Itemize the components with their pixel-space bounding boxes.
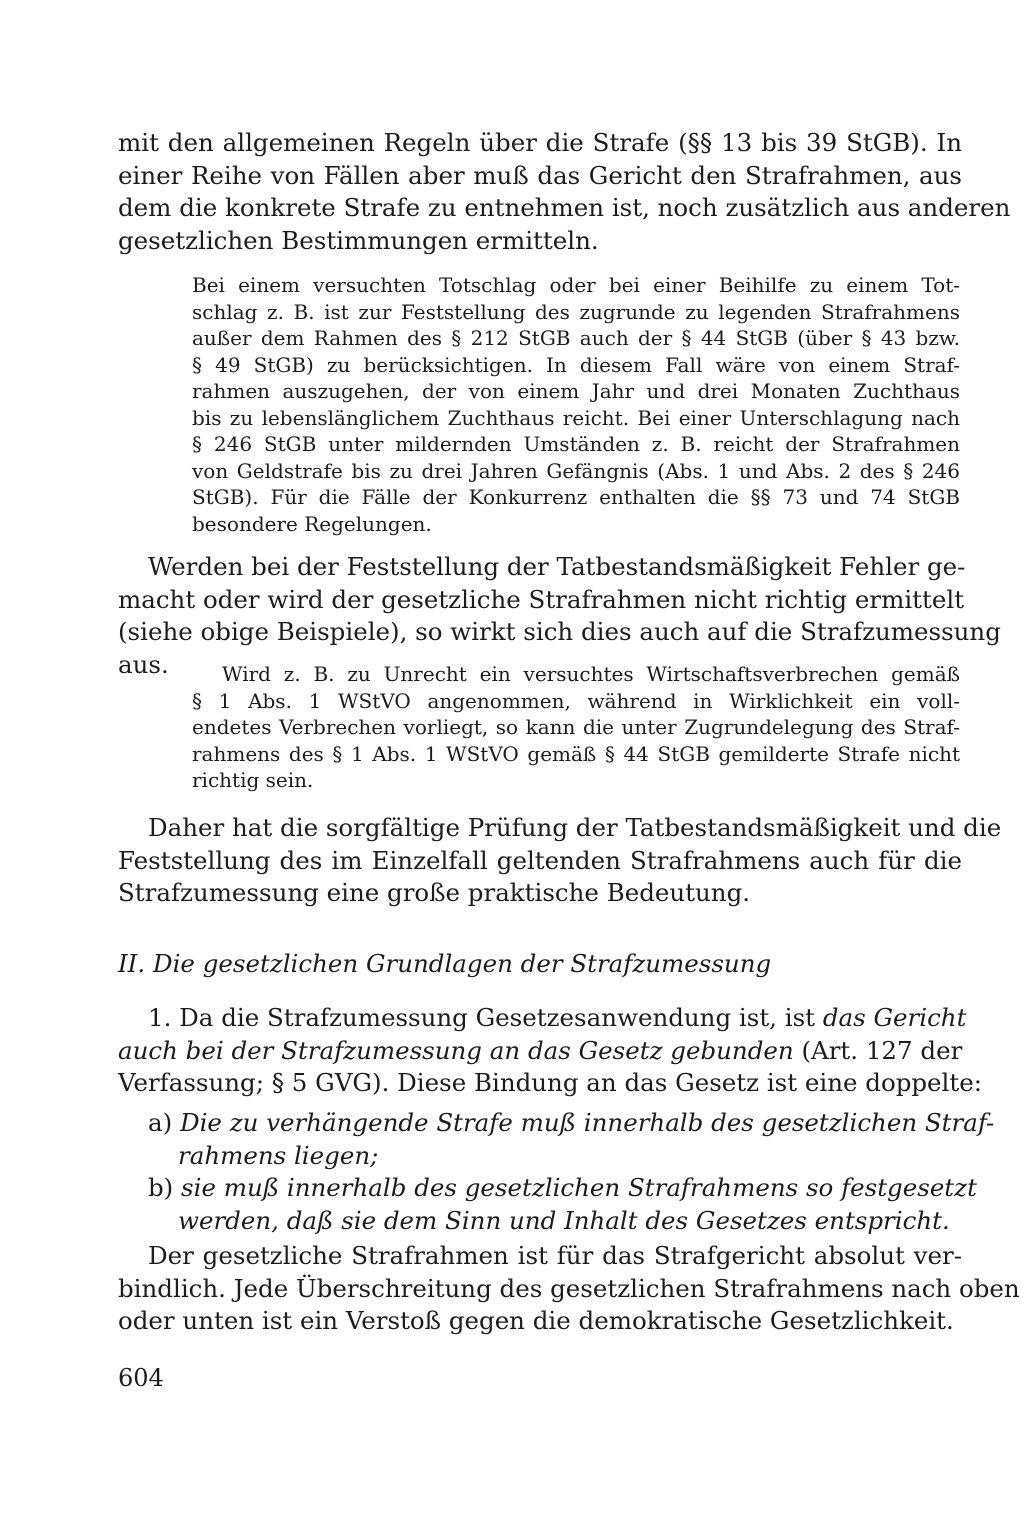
text-line: Daher hat die sorgfältige Prüfung der Tatbestandsmäßigkeit und die — [148, 813, 1002, 842]
text-line: einer Reihe von Fällen aber muß das Gericht den Strafrahmen, aus — [118, 160, 962, 190]
emphasis: werden, daß sie dem Sinn und Inhalt des Gesetzes entspricht. — [178, 1205, 950, 1235]
page-number: 604 — [118, 1364, 164, 1392]
text-line: gesetzlichen Bestimmungen ermitteln. — [118, 225, 599, 255]
list-item-continuation — [118, 1140, 962, 1173]
text-line: aus. — [118, 649, 169, 679]
text-line: außer dem Rahmen des § 212 StGB auch der § 44 StGB (über § 43 bzw. — [192, 326, 960, 350]
emphasis: sie muß innerhalb des gesetzlichen Strafrahmens so festgesetzt — [181, 1173, 977, 1202]
section-heading: II. Die gesetzlichen Grundlagen der Strafzumessung — [118, 949, 772, 978]
text-line: § 49 StGB) zu berücksichtigen. In diesem Fall wäre von einem Straf- — [192, 352, 960, 377]
paragraph-1 — [118, 127, 1011, 257]
paragraph-3 — [118, 812, 1002, 910]
text-line: mit den allgemeinen Regeln über die Strafe (§§ 13 bis 39 StGB). In — [118, 128, 962, 157]
text-line — [118, 1002, 967, 1035]
text-line: § 246 StGB unter mildernden Umständen z. B. reicht der Strafrahmen — [192, 432, 960, 456]
text-line: richtig sein. — [192, 768, 314, 792]
text-line: dem die konkrete Strafe zu entnehmen ist, noch zusätzlich aus anderen — [118, 193, 1011, 222]
emphasis: rahmens liegen; — [178, 1140, 379, 1170]
list — [118, 1107, 995, 1237]
text-line: Wird z. B. zu Unrecht ein versuchtes Wirtschaftsverbrechen gemäß — [222, 662, 960, 686]
text-run: (Art. 127 der — [793, 1035, 963, 1065]
paragraph-4 — [118, 1002, 982, 1100]
text-line: Bei einem versuchten Totschlag oder bei einer Beihilfe zu einem Tot- — [192, 273, 960, 297]
text-line: § 1 Abs. 1 WStVO angenommen, während in Wirklichkeit ein voll- — [192, 688, 960, 713]
text-line: macht oder wird der gesetzliche Strafrahmen nicht richtig ermittelt — [118, 584, 965, 614]
text-line: Der gesetzliche Strafrahmen ist für das Strafgericht absolut ver- — [148, 1241, 962, 1270]
text-line: bis zu lebenslänglichem Zuchthaus reicht. Bei einer Unterschlagung nach — [192, 405, 960, 430]
note-2 — [192, 661, 960, 794]
list-label: b) — [148, 1173, 182, 1202]
text-line: von Geldstrafe bis zu drei Jahren Gefängnis (Abs. 1 und Abs. 2 des § 246 — [192, 458, 960, 483]
text-line — [118, 1035, 962, 1068]
text-line: schlag z. B. ist zur Feststellung des zugrunde zu legenden Strafrahmens — [192, 299, 960, 324]
text-line: rahmens des § 1 Abs. 1 WStVO gemäß § 44 StGB gemilderte Strafe nicht — [192, 741, 960, 766]
list-item-continuation — [118, 1205, 962, 1238]
text-line: Verfassung; § 5 GVG). Diese Bindung an das Gesetz ist eine doppelte: — [118, 1068, 982, 1097]
list-item — [118, 1107, 995, 1140]
emphasis: Die zu verhängende Strafe muß innerhalb des gesetzlichen Straf- — [179, 1108, 995, 1137]
text-line: Feststellung des im Einzelfall geltenden Strafrahmens auch für die — [118, 845, 962, 875]
paragraph-5 — [118, 1240, 1020, 1338]
text-line: rahmen auszugehen, der von einem Jahr und drei Monaten Zuchthaus — [192, 379, 960, 403]
text-line: Werden bei der Feststellung der Tatbestandsmäßigkeit Fehler ge- — [148, 552, 966, 581]
list-label: a) — [148, 1108, 180, 1137]
list-item — [118, 1172, 977, 1205]
emphasis: auch bei der Strafzumessung an das Gesetz gebunden — [118, 1035, 794, 1065]
text-line: oder unten ist ein Verstoß gegen die demokratische Gesetzlichkeit. — [118, 1306, 954, 1335]
text-line: Strafzumessung eine große praktische Bedeutung. — [118, 878, 751, 907]
text-line: besondere Regelungen. — [192, 511, 432, 536]
text-line: endetes Verbrechen vorliegt, so kann die unter Zugrundelegung des Straf- — [192, 715, 960, 739]
text-run: 1. Da die Strafzumessung Gesetzesanwendung ist, ist — [148, 1003, 823, 1032]
emphasis: das Gericht — [822, 1003, 967, 1032]
text-line: (siehe obige Beispiele), so wirkt sich dies auch auf die Strafzumessung — [118, 617, 1001, 646]
note-1 — [192, 272, 960, 537]
text-line: StGB). Für die Fälle der Konkurrenz enthalten die §§ 73 und 74 StGB — [192, 485, 960, 509]
text-line: bindlich. Jede Überschreitung des gesetzlichen Strafrahmens nach oben — [118, 1273, 1020, 1303]
